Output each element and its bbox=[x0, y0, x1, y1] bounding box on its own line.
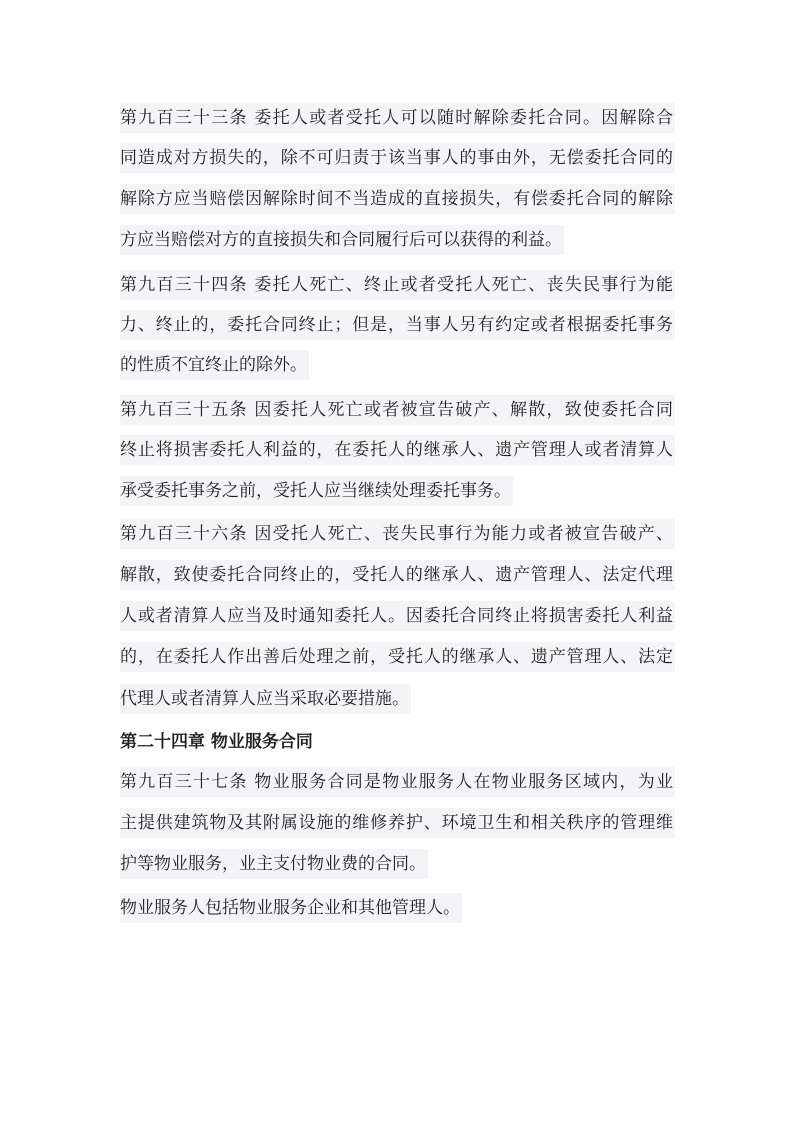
text-line: 终止将损害委托人利益的，在委托人的继承人、遗产管理人或者清算人 bbox=[120, 435, 675, 465]
text-line: 第九百三十四条 委托人死亡、终止或者受托人死亡、丧失民事行为能 bbox=[120, 270, 675, 300]
text-line: 的，在委托人作出善后处理之前，受托人的继承人、遗产管理人、法定 bbox=[120, 642, 675, 672]
text-line: 物业服务人包括物业服务企业和其他管理人。 bbox=[120, 893, 462, 923]
text-line: 人或者清算人应当及时通知委托人。因委托合同终止将损害委托人利益 bbox=[120, 601, 675, 631]
text-line: 解除方应当赔偿因解除时间不当造成的直接损失，有偿委托合同的解除 bbox=[120, 184, 675, 214]
text-line: 方应当赔偿对方的直接损失和合同履行后可以获得的利益。 bbox=[120, 225, 564, 255]
chapter-heading: 第二十四章 物业服务合同 bbox=[120, 732, 313, 752]
text-line: 第九百三十七条 物业服务合同是物业服务人在物业服务区域内，为业 bbox=[120, 767, 675, 797]
text-line: 第九百三十六条 因受托人死亡、丧失民事行为能力或者被宣告破产、 bbox=[120, 519, 675, 549]
text-line: 的性质不宜终止的除外。 bbox=[120, 350, 309, 380]
text-line: 第九百三十三条 委托人或者受托人可以随时解除委托合同。因解除合 bbox=[120, 103, 675, 133]
text-line: 力、终止的，委托合同终止；但是，当事人另有约定或者根据委托事务 bbox=[120, 310, 675, 340]
text-line: 解散，致使委托合同终止的，受托人的继承人、遗产管理人、法定代理 bbox=[120, 560, 675, 590]
text-line: 主提供建筑物及其附属设施的维修养护、环境卫生和相关秩序的管理维 bbox=[120, 808, 675, 838]
text-line: 第九百三十五条 因委托人死亡或者被宣告破产、解散，致使委托合同 bbox=[120, 395, 675, 425]
text-line: 护等物业服务，业主支付物业费的合同。 bbox=[120, 849, 428, 879]
text-line: 同造成对方损失的，除不可归责于该当事人的事由外，无偿委托合同的 bbox=[120, 143, 675, 173]
text-line: 代理人或者清算人应当采取必要措施。 bbox=[120, 684, 411, 714]
text-line: 承受委托事务之前，受托人应当继续处理委托事务。 bbox=[120, 476, 513, 506]
